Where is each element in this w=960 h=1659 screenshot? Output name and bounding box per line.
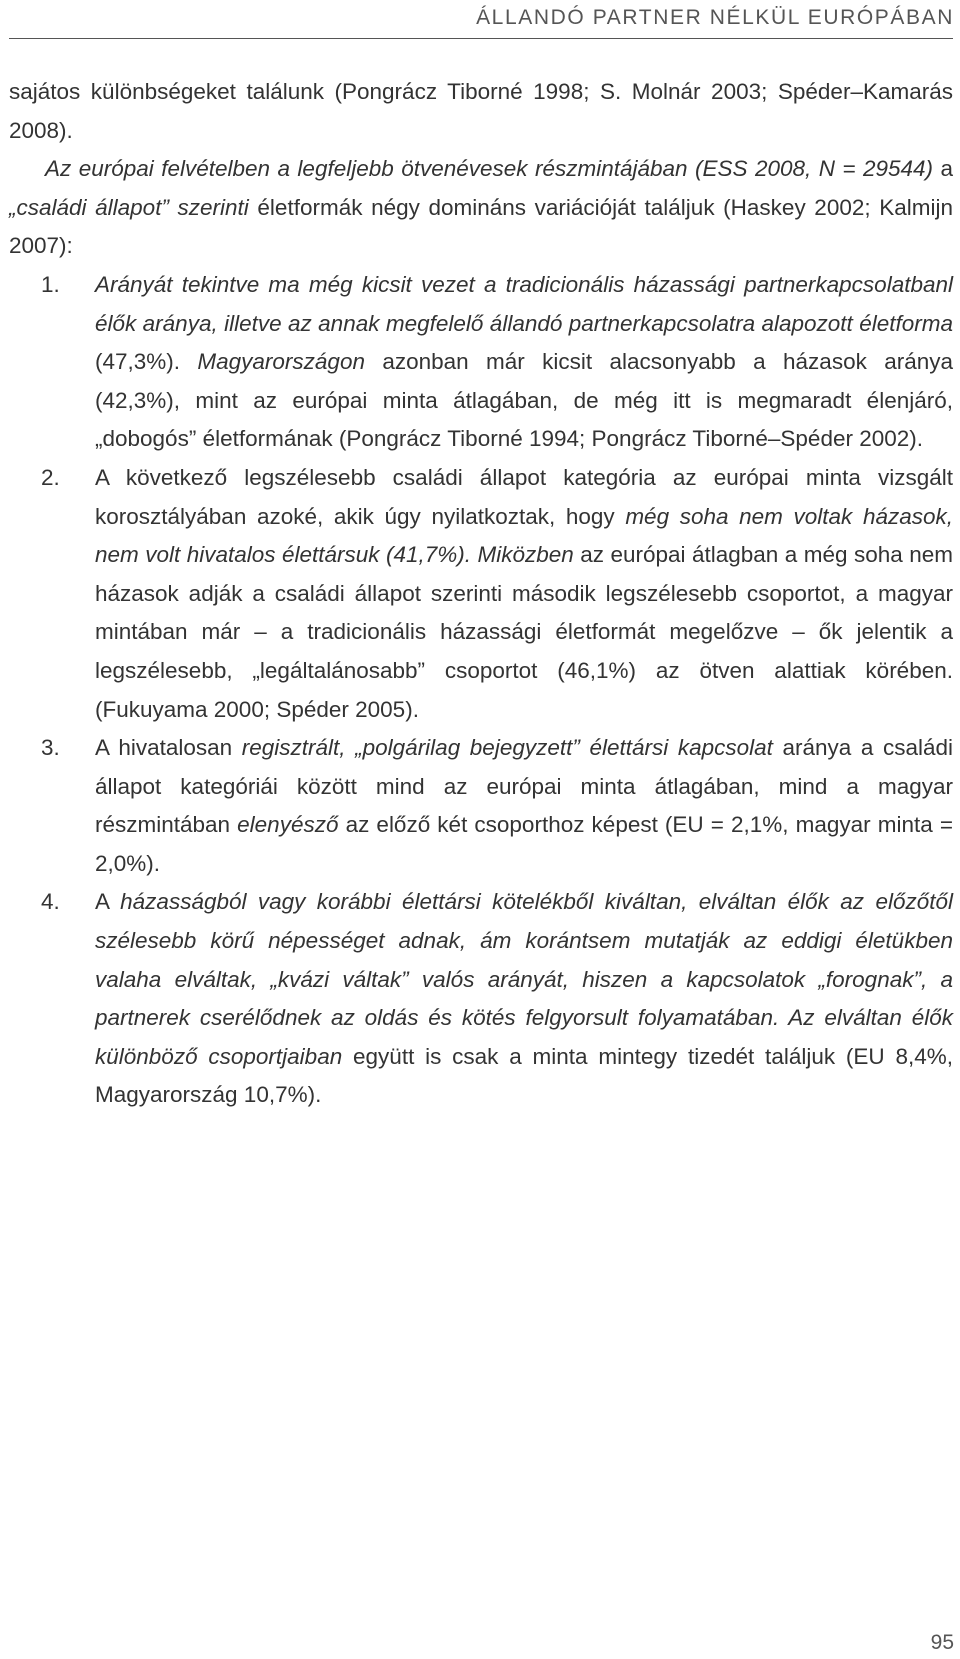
list-item [9, 459, 953, 729]
list-number: 4. [41, 889, 60, 915]
list-number: 2. [41, 464, 60, 490]
header-rule [9, 38, 953, 39]
page-number: 95 [930, 1631, 954, 1654]
list-item [9, 266, 953, 459]
list-italic: Arányát tekintve ma még kicsit vezet a tradicionális házassági partnerkapcsolatbanl élők aránya, illetve az annak megfelelő állandó partnerkapcsolatra alapozott életforma [95, 271, 953, 336]
list-number: 1. [41, 271, 60, 297]
list-item [9, 883, 953, 1115]
list-text: együtt is csak a minta mintegy tizedét találjuk (EU 8,4%, Magyarország 10,7%). [95, 1043, 953, 1108]
paragraph-text: sajátos különbségeket találunk (Pongrácz Tiborné 1998; S. Molnár 2003; Spéder–Kamarás 2008). [9, 79, 953, 143]
list-text: azonban már kicsit alacsonyabb a házasok aránya (42,3%), mint az európai minta átlagában, de még itt is megmaradt élenjáró, „dobogós” életformának (Pongrácz Tiborné 1994; Pongrácz Tiborné–Spéder 2002). [95, 349, 953, 452]
paragraph-italic: Az európai felvételben a legfeljebb ötvenévesek részmintájában (ESS 2008, N = 29544) [45, 156, 934, 182]
list-italic: Magyarországon [197, 349, 365, 375]
list-text: A [95, 889, 121, 915]
list-italic: regisztrált, „polgárilag bejegyzett” élettársi kapcsolat [241, 735, 773, 761]
paragraph-text: a [933, 156, 954, 182]
paragraph-italic: „családi állapot” szerinti [9, 194, 249, 220]
list-italic: elenyésző [237, 812, 339, 838]
list-text: A következő legszélesebb családi állapot kategória az európai minta vizsgált korosztályában azoké, akik úgy nyilatkoztak, hogy [95, 464, 953, 529]
list-text: A hivatalosan [95, 735, 242, 761]
body-text [9, 73, 953, 1115]
list-italic: még soha nem voltak házasok, nem volt hivatalos élettársuk (41,7%). Miközben [95, 503, 953, 568]
running-header: ÁLLANDÓ PARTNER NÉLKÜL EURÓPÁBAN [476, 6, 954, 29]
list-number: 3. [41, 735, 60, 761]
list-item [9, 729, 953, 883]
list-text: az európai átlagban a még soha nem házasok adják a családi állapot szerinti második legszélesebb csoportot, a magyar mintában már – a tradicionális házassági életformát megelőzve – ők jelentik a legszélesebb, „legáltalánosabb” csoportot (46,1%) az ötven alattiak körében. (Fukuyama 2000; Spéder 2005). [95, 542, 954, 722]
paragraph-continuation [9, 73, 953, 150]
list-text: aránya a családi állapot kategóriái között mind az európai minta átlagában, mind a magyar részmintában [95, 735, 953, 838]
list-text: (47,3%). [95, 349, 198, 375]
paragraph-intro [9, 150, 953, 266]
paragraph-text: életformák négy domináns variációját találjuk (Haskey 2002; Kalmijn 2007): [9, 194, 953, 259]
list-italic: házasságból vagy korábbi élettársi kötelékből kiváltan, elváltan élők az előzőtől szélesebb körű népességet adnak, ám korántsem mutatják az eddigi életükben valaha elváltak, „kvázi váltak” valós arányát, hiszen a kapcsolatok „forognak”, a partnerek cserélődnek az oldás és kötés felgyorsult folyamatában. Az elváltan élők különböző csoportjaiban [95, 889, 953, 1069]
list-text: az előző két csoporthoz képest (EU = 2,1%, magyar minta = 2,0%). [95, 812, 953, 876]
